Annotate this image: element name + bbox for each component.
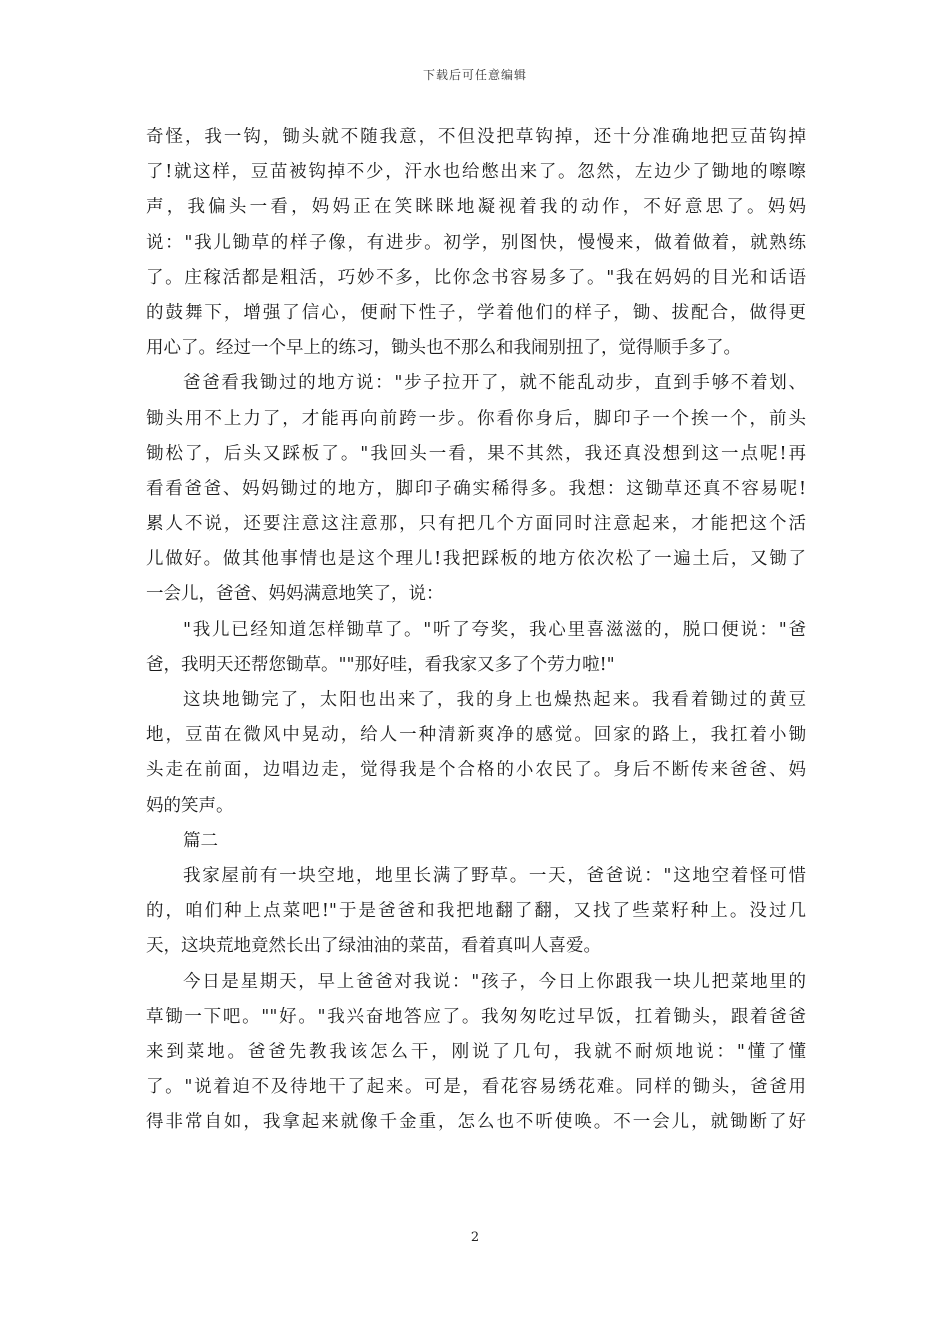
- text-line: 的，咱们种上点菜吧!"于是爸爸和我把地翻了翻，又找了些菜籽种上。没过几: [146, 901, 806, 922]
- text-line: 妈的笑声。: [146, 795, 234, 816]
- text-line: 篇二: [183, 830, 218, 851]
- text-line: "我儿已经知道怎样锄草了。"听了夸奖，我心里喜滋滋的，脱口便说："爸: [183, 619, 806, 640]
- text-line: 了!就这样，豆苗被钩掉不少，汗水也给憋出来了。忽然，左边少了锄地的嚓嚓: [146, 162, 806, 183]
- text-line: 地，豆苗在微风中晃动，给人一种清新爽净的感觉。回家的路上，我扛着小锄: [146, 725, 806, 746]
- text-line: 草锄一下吧。""好。"我兴奋地答应了。我匆匆吃过早饭，扛着锄头，跟着爸爸: [146, 1006, 806, 1027]
- text-line: 锄头用不上力了，才能再向前跨一步。你看你身后，脚印子一个挨一个，前头: [146, 408, 806, 429]
- text-line: 说："我儿锄草的样子像，有进步。初学，别图快，慢慢来，做着做着，就熟练: [146, 232, 806, 253]
- text-line: 头走在前面，边唱边走，觉得我是个合格的小农民了。身后不断传来爸爸、妈: [146, 760, 806, 781]
- document-body: [146, 120, 806, 1140]
- text-line: 得非常自如，我拿起来就像千金重，怎么也不听使唤。不一会儿，就锄断了好: [146, 1112, 806, 1133]
- text-line: 一会儿，爸爸、妈妈满意地笑了，说：: [146, 584, 444, 605]
- text-line: 我家屋前有一块空地，地里长满了野草。一天，爸爸说："这地空着怪可惜: [183, 865, 806, 886]
- text-line: 爸爸看我锄过的地方说："步子拉开了，就不能乱动步，直到手够不着划、: [183, 373, 806, 394]
- text-line: 累人不说，还要注意这注意那，只有把几个方面同时注意起来，才能把这个活: [146, 514, 806, 535]
- text-line: 用心了。经过一个早上的练习，锄头也不那么和我闹别扭了，觉得顺手多了。: [146, 338, 741, 359]
- text-line: 看看爸爸、妈妈锄过的地方，脚印子确实稀得多。我想：这锄草还真不容易呢!: [146, 478, 806, 499]
- text-line: 今日是星期天，早上爸爸对我说："孩子，今日上你跟我一块儿把菜地里的: [183, 971, 806, 992]
- page-header: 下载后可任意编辑: [422, 68, 527, 82]
- text-line: 来到菜地。爸爸先教我该怎么干，刚说了几句，我就不耐烦地说："懂了懂: [146, 1041, 806, 1062]
- text-line: 了。"说着迫不及待地干了起来。可是，看花容易绣花难。同样的锄头，爸爸用: [146, 1077, 806, 1098]
- page-number: 2: [470, 1230, 480, 1245]
- text-line: 的鼓舞下，增强了信心，便耐下性子，学着他们的样子，锄、拔配合，做得更: [146, 302, 806, 323]
- text-line: 了。庄稼活都是粗活，巧妙不多，比你念书容易多了。"我在妈妈的目光和话语: [146, 267, 806, 288]
- text-line: 锄松了，后头又踩板了。"我回头一看，果不其然，我还真没想到这一点呢!再: [146, 443, 806, 464]
- text-line: 天，这块荒地竟然长出了绿油油的菜苗，看着真叫人喜爱。: [146, 936, 601, 957]
- text-line: 奇怪，我一钩，锄头就不随我意，不但没把草钩掉，还十分准确地把豆苗钩掉: [146, 127, 806, 147]
- text-line: 爸，我明天还帮您锄草。""那好哇，看我家又多了个劳力啦!": [146, 654, 615, 675]
- text-line: 声，我偏头一看，妈妈正在笑眯眯地凝视着我的动作，不好意思了。妈妈: [146, 197, 806, 218]
- text-line: 这块地锄完了，太阳也出来了，我的身上也燥热起来。我看着锄过的黄豆: [183, 690, 806, 710]
- text-line: 儿做好。做其他事情也是这个理儿!我把踩板的地方依次松了一遍土后，又锄了: [146, 549, 806, 570]
